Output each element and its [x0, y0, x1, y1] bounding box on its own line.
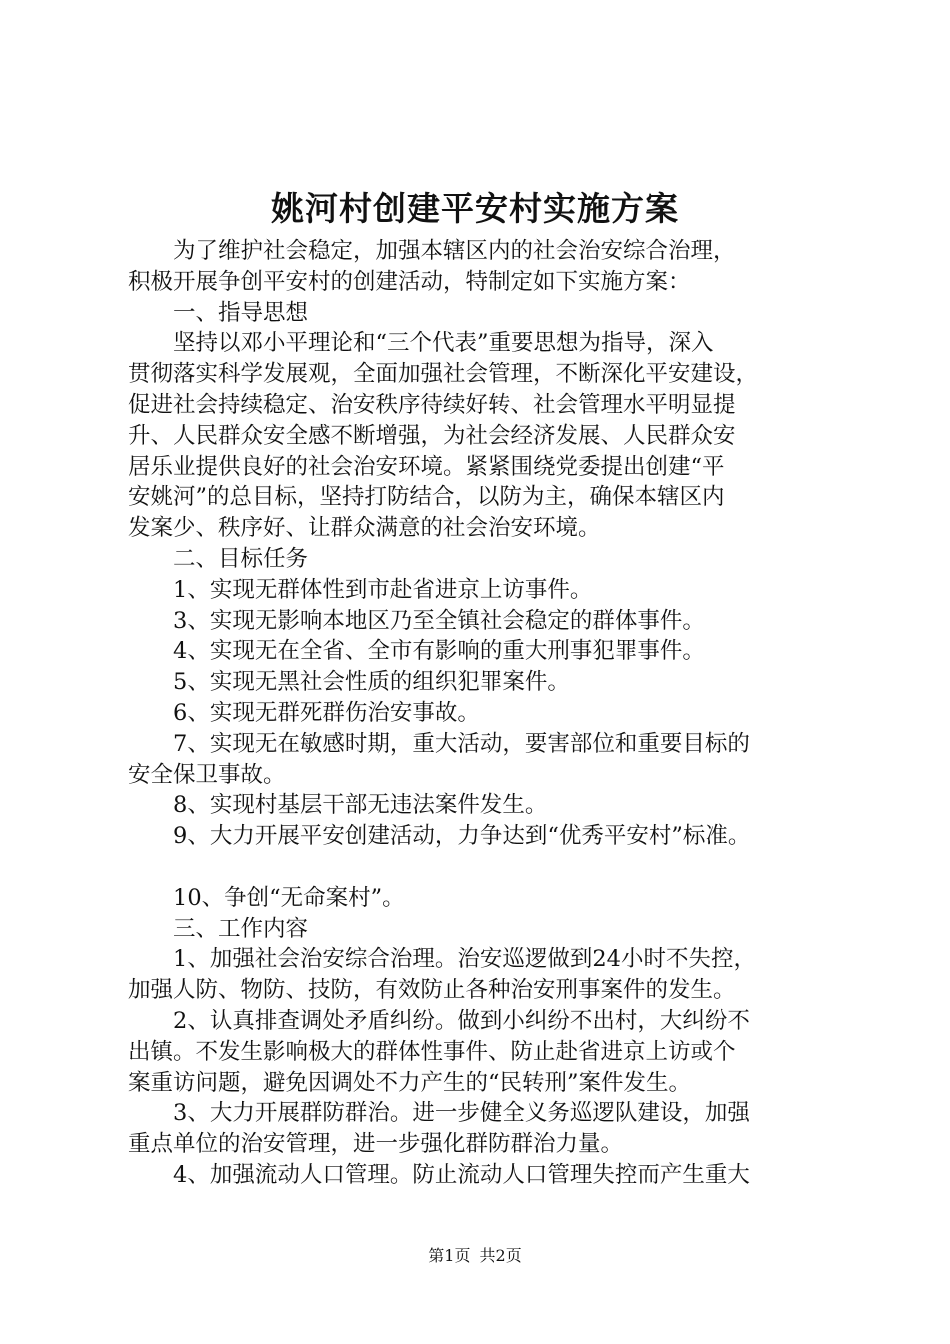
document-title: 姚河村创建平安村实施方案: [271, 189, 679, 228]
section-heading: 二、目标任务: [128, 545, 309, 572]
list-item: 10、争创“无命案村”。: [128, 884, 405, 911]
text-line: 加强人防、物防、技防，有效防止各种治安刑事案件的发生。: [128, 977, 736, 1004]
page-footer: [0, 1244, 950, 1268]
blank-line: [128, 852, 842, 883]
page-number: 第1页: [428, 1246, 471, 1265]
section-heading: 三、工作内容: [128, 915, 309, 942]
list-item: 6、实现无群死群伤治安事故。: [128, 699, 480, 726]
text-line: 为了维护社会稳定，加强本辖区内的社会治安综合治理，: [128, 238, 736, 264]
document-body: [128, 236, 842, 1191]
list-item: 4、加强流动人口管理。防止流动人口管理失控而产生重大: [128, 1161, 750, 1188]
text-line: 居乐业提供良好的社会治安环境。紧紧围绕党委提出创建“平: [128, 453, 725, 480]
list-item: 8、实现村基层干部无违法案件发生。: [128, 792, 548, 819]
text-line: 积极开展争创平安村的创建活动，特制定如下实施方案：: [128, 268, 691, 295]
list-item: 1、实现无群体性到市赴省进京上访事件。: [128, 576, 593, 603]
list-item: 4、实现无在全省、全市有影响的重大刑事犯罪事件。: [128, 638, 705, 665]
list-item: 1、加强社会治安综合治理。治安巡逻做到24小时不失控，: [128, 946, 756, 973]
text-line: 安姚河”的总目标，坚持打防结合，以防为主，确保本辖区内: [128, 484, 725, 511]
list-item: 2、认真排查调处矛盾纠纷。做到小纠纷不出村，大纠纷不: [128, 1007, 750, 1034]
list-item: 7、实现无在敏感时期，重大活动，要害部位和重要目标的: [128, 730, 750, 757]
text-line: 安全保卫事故。: [128, 761, 286, 788]
text-line: 出镇。不发生影响极大的群体性事件、防止赴省进京上访或个: [128, 1038, 736, 1065]
list-item: 3、实现无影响本地区乃至全镇社会稳定的群体事件。: [128, 607, 705, 634]
text-line: 贯彻落实科学发展观，全面加强社会管理，不断深化平安建设，: [128, 361, 759, 388]
list-item: 5、实现无黑社会性质的组织犯罪案件。: [128, 669, 570, 696]
text-line: 案重访问题，避免因调处不力产生的“民转刑”案件发生。: [128, 1069, 692, 1096]
list-item: 3、大力开展群防群治。进一步健全义务巡逻队建设，加强: [128, 1100, 750, 1127]
text-line: 发案少、秩序好、让群众满意的社会治安环境。: [128, 515, 601, 542]
list-item: 9、大力开展平安创建活动，力争达到“优秀平安村”标准。: [128, 823, 751, 850]
text-line: 促进社会持续稳定、治安秩序待续好转、社会管理水平明显提: [128, 391, 736, 418]
page-total: 共2页: [479, 1246, 522, 1265]
text-line: 坚持以邓小平理论和“三个代表”重要思想为指导，深入: [128, 330, 714, 357]
text-line: 重点单位的治安管理，进一步强化群防群治力量。: [128, 1131, 624, 1158]
section-heading: 一、指导思想: [128, 299, 309, 326]
text-line: 升、人民群众安全感不断增强，为社会经济发展、人民群众安: [128, 422, 736, 449]
